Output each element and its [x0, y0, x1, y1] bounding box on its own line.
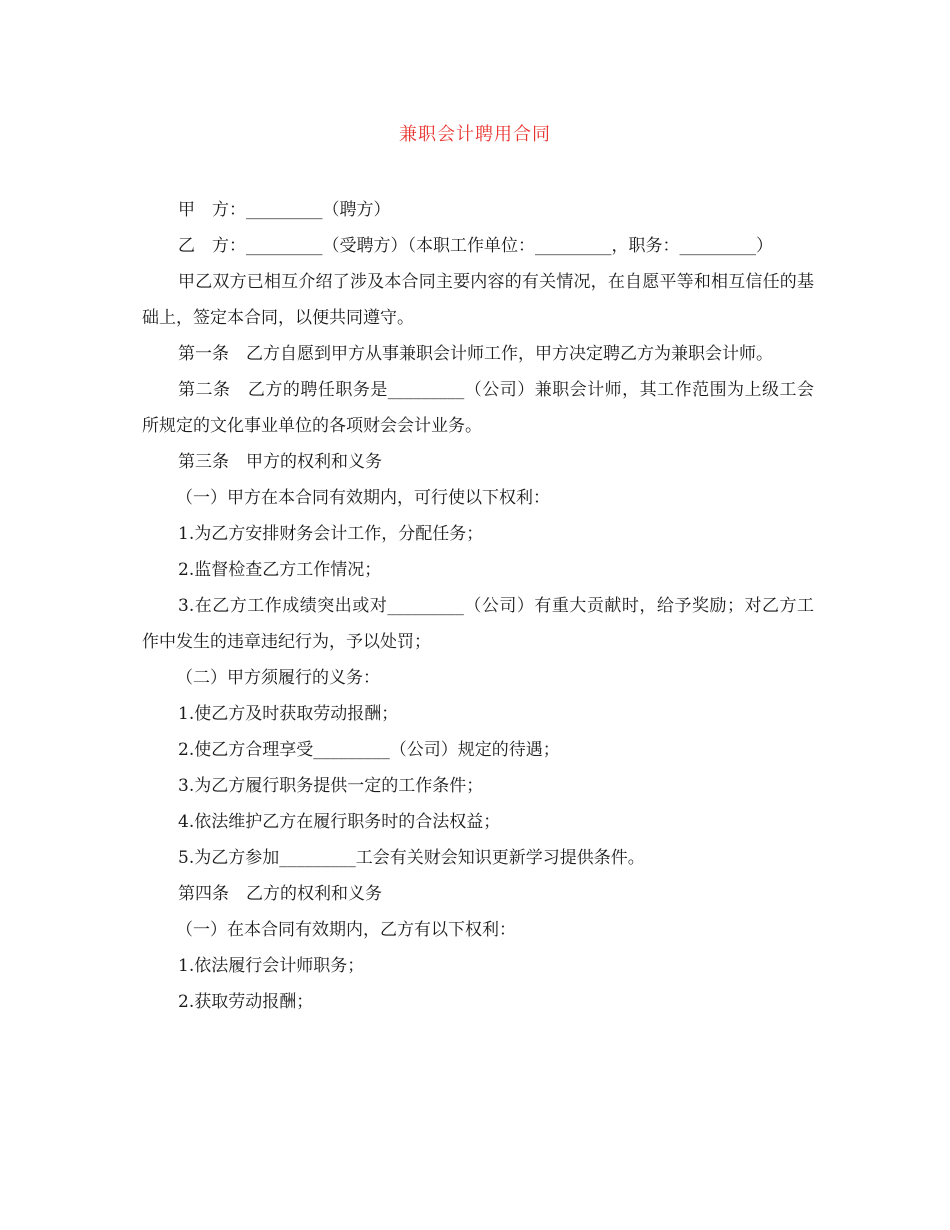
list-item: 1.依法履行会计师职务； [178, 956, 365, 976]
article-2: 第二条 乙方的聘任职务是_________（公司）兼职会计师，其工作范围为上级工会所规定的文化事业单位的各项财会会计业务。 [142, 380, 814, 436]
article-3-section-2-heading: （二）甲方须履行的义务： [176, 668, 380, 688]
list-item: 1.使乙方及时获取劳动报酬； [178, 704, 399, 724]
list-item: 3.在乙方工作成绩突出或对_________（公司）有重大贡献时，给予奖励；对乙方工作中发生的违章违纪行为，予以处罚； [142, 596, 814, 652]
document-title: 兼职会计聘用合同 [399, 124, 551, 145]
article-1: 第一条 乙方自愿到甲方从事兼职会计师工作，甲方决定聘乙方为兼职会计师。 [178, 344, 773, 364]
list-item: 1.为乙方安排财务会计工作，分配任务； [178, 524, 484, 544]
list-item: 4.依法维护乙方在履行职务时的合法权益； [178, 812, 501, 832]
article-4-heading: 第四条 乙方的权利和义务 [178, 884, 382, 904]
article-4-section-1-heading: （一）在本合同有效期内，乙方有以下权利： [176, 920, 516, 940]
list-item: 5.为乙方参加_________工会有关财会知识更新学习提供条件。 [178, 848, 645, 868]
list-item: 2.获取劳动报酬； [178, 992, 314, 1012]
party-a-line: 甲 方：_________（聘方） [178, 200, 391, 220]
list-item: 2.使乙方合理享受_________（公司）规定的待遇； [178, 740, 560, 760]
article-3-heading: 第三条 甲方的权利和义务 [178, 452, 382, 472]
list-item: 2.监督检查乙方工作情况； [178, 560, 382, 580]
article-3-section-1-heading: （一）甲方在本合同有效期内，可行使以下权利： [176, 488, 550, 508]
party-b-line: 乙 方：_________（受聘方）（本职工作单位：_________，职务：_________） [178, 236, 773, 256]
preamble-paragraph: 甲乙双方已相互介绍了涉及本合同主要内容的有关情况，在自愿平等和相互信任的基础上，签定本合同，以便共同遵守。 [142, 272, 814, 328]
document-body [142, 192, 814, 1020]
list-item: 3.为乙方履行职务提供一定的工作条件； [178, 776, 484, 796]
